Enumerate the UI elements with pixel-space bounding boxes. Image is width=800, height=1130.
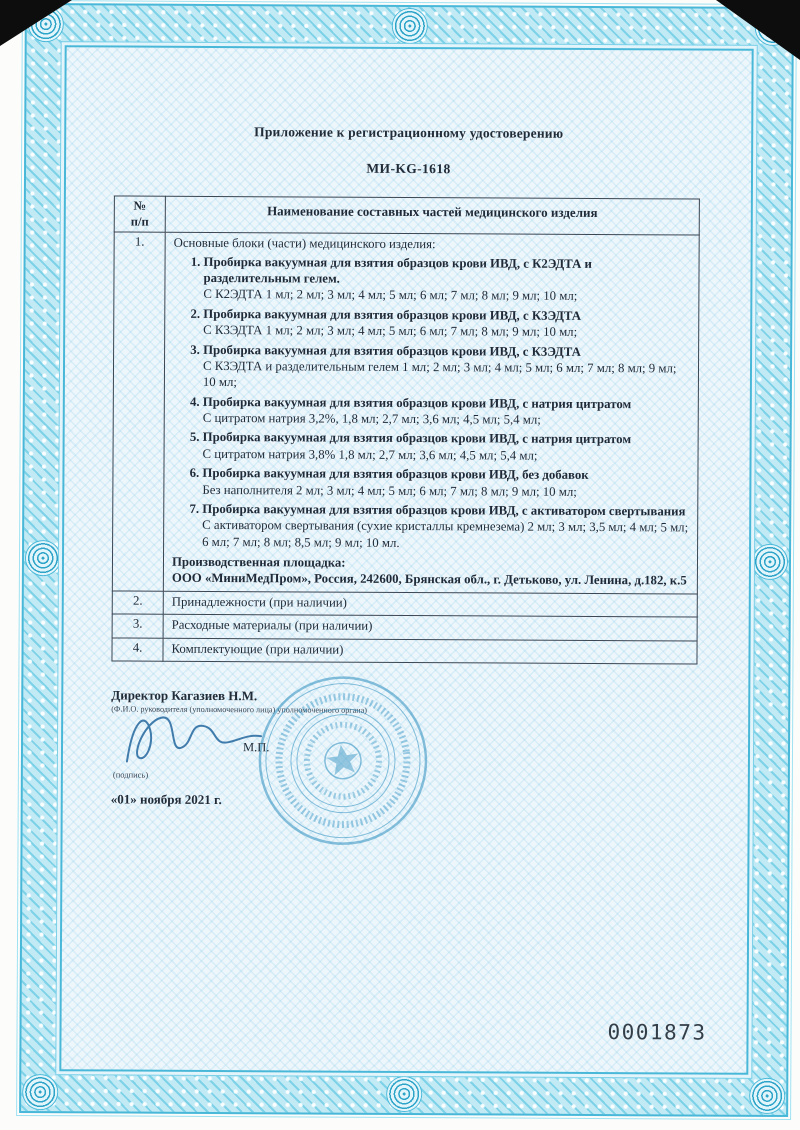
component-item-title: 4. Пробирка вакуумная для взятия образцов крови ИВД, с натрия цитратом [202,394,632,411]
component-item-detail: С К3ЭДТА 1 мл; 2 мл; 3 мл; 4 мл; 5 мл; 6 мл; 7 мл; 8 мл; 9 мл; 10 мл; [203,323,578,340]
document-number: МИ-KG-1618 [366,160,451,177]
column-header-name: Наименование составных частей медицинского изделия [165,196,699,235]
component-item-title: 3. Пробирка вакуумная для взятия образцов крови ИВД, с К3ЭДТА [203,342,581,359]
component-item-title: 7. Пробирка вакуумная для взятия образцов крови ИВД, с активатором свертывания [202,501,686,519]
production-site-label: Производственная площадка: [171,554,346,570]
serial-number: 0001873 [607,1020,707,1045]
border-rosette-icon [26,541,60,575]
main-rows [112,232,699,594]
row-label: Комплектующие (при наличии) [163,638,697,664]
column-header-num [114,196,165,233]
table-row [112,614,697,640]
component-item-detail: С К2ЭДТА 1 мл; 2 мл; 3 мл; 4 мл; 5 мл; 6 мл; 7 мл; 8 мл; 9 мл; 10 мл; [203,287,578,304]
document-title: Приложение к регистрационному удостоверению [254,124,564,141]
table-row [112,637,697,663]
border-rosette-icon [753,545,787,579]
border-rosette-icon [23,1075,57,1109]
component-list [172,253,691,552]
component-item [202,465,689,500]
row-number: 2. [112,591,163,615]
component-item-title: 6. Пробирка вакуумная для взятия образцов крови ИВД, без добавок [202,466,589,483]
table-header-row [114,196,699,235]
director-name: Директор Кагазиев Н.М. [111,687,258,704]
production-site-value: ООО «МиниМедПром», Россия, 242600, Брянская обл., г. Детьково, ул. Ленина, д.182, к.5 [171,571,687,588]
row-label: Принадлежности (при наличии) [163,591,697,617]
column-header-num-bottom: п/п [130,214,149,229]
component-item-detail: С цитратом натрия 3,8% 1,8 мл; 2,7 мл; 3,6 мл; 4,5 мл; 5,4 мл; [202,446,538,463]
component-item-title: 5. Пробирка вакуумная для взятия образцов крови ИВД, с натрия цитратом [202,430,632,447]
column-header-num-top: № [133,198,147,213]
director-caption: (Ф.И.О. руководителя (уполномоченного лица) уполномоченного органа) [111,704,368,715]
border-rosette-icon [387,1077,421,1111]
document-page [59,45,753,1075]
component-item [203,306,690,341]
component-item [203,394,690,429]
document-date: «01» ноября 2021 г. [110,791,222,807]
component-item-title: 2. Пробирка вакуумная для взятия образцов крови ИВД, с К3ЭДТА [203,306,582,323]
stamp-place-abbr: М.П. [242,740,270,755]
signature-block [111,687,749,840]
components-table [111,195,699,664]
row-number: 3. [112,614,163,638]
ornamental-border [19,3,794,1117]
row-number: 1. [112,232,165,591]
border-rosette-icon [750,1079,784,1113]
component-item-title: 1. Пробирка вакуумная для взятия образцов крови ИВД, с К2ЭДТА и разделительным гелем. [203,254,592,286]
component-item-detail: С К3ЭДТА и разделительным гелем 1 мл; 2 мл; 3 мл; 4 мл; 5 мл; 6 мл; 7 мл; 8 мл; 9 мл; 10 мл; [202,358,677,390]
simple-rows [112,591,697,664]
row-label: Расходные материалы (при наличии) [163,614,697,640]
component-item [203,254,690,306]
border-rosette-icon [392,9,426,43]
component-item [203,341,690,393]
component-item-detail: С цитратом натрия 3,2%, 1,8 мл; 2,7 мл; 3,6 мл; 4,5 мл; 5,4 мл; [202,410,541,427]
component-item [203,429,690,464]
table-row-main [112,232,699,594]
signature-caption: (подпись) [112,769,149,780]
row-number: 4. [112,637,163,661]
components-intro: Основные блоки (части) медицинского изделия: [173,236,436,252]
component-item-detail: С активатором свертывания (сухие кристаллы кремнезема) 2 мл; 3 мл; 3,5 мл; 4 мл; 5 мл; 6 мл; 7 мл; 8 мл; 8,5 мл; 9 мл; 10 мл. [202,518,689,550]
row-main-content [163,232,699,593]
table-row [112,591,697,617]
component-item [202,501,689,553]
component-item-detail: Без наполнителя 2 мл; 3 мл; 4 мл; 5 мл; 6 мл; 7 мл; 8 мл; 9 мл; 10 мл; [202,482,577,499]
official-stamp [242,659,444,861]
